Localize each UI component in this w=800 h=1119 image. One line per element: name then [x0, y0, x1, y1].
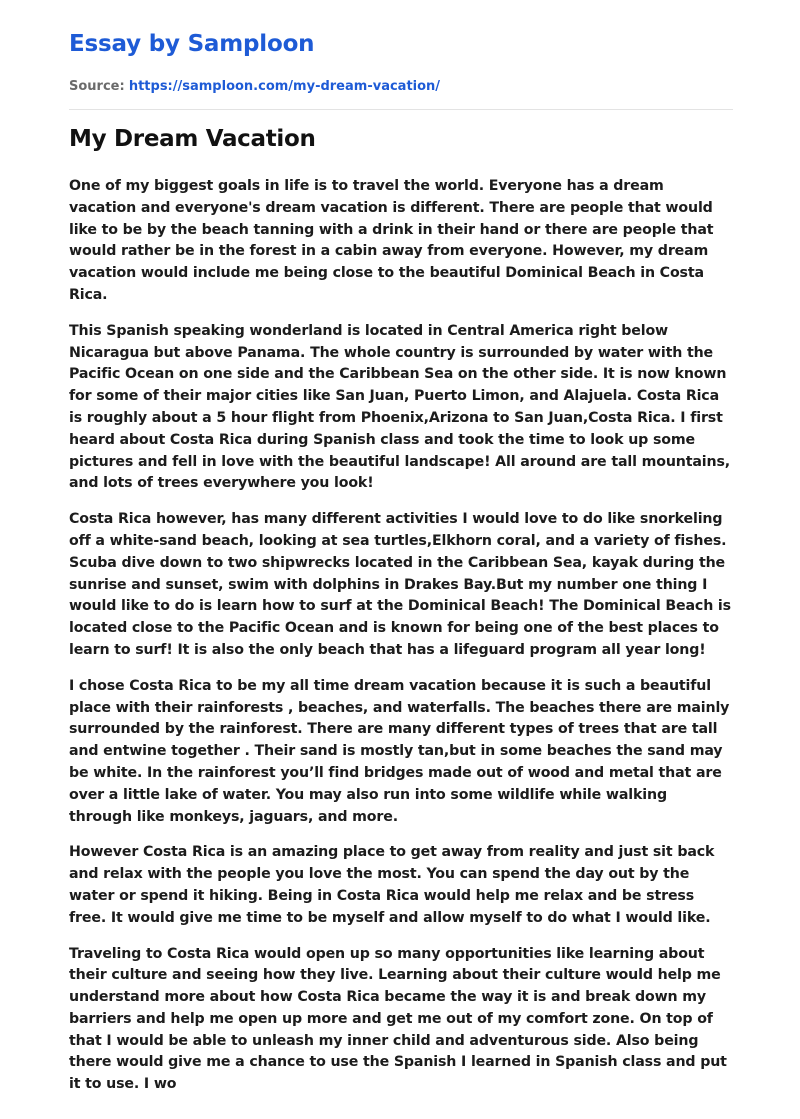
site-brand[interactable]: Essay by Samploon: [69, 31, 315, 57]
essay-paragraph: I chose Costa Rica to be my all time dream vacation because it is such a beautiful place with their rainforests , beaches, and waterfalls. The beaches there are mainly surrounded by the rainforest. There are many different types of trees that are tall and entwine together . Their sand is mostly tan,but in some beaches the sand may be white. In the rainforest you’ll find bridges made out of wood and metal that are over a little lake of water. You may also run into some wildlife while walking through like monkeys, jaguars, and more.: [69, 677, 730, 825]
header-divider: [69, 109, 733, 110]
source-link[interactable]: https://samploon.com/my-dream-vacation/: [128, 79, 441, 94]
essay-body: [69, 176, 733, 1096]
essay-paragraph: This Spanish speaking wonderland is located in Central America right below Nicaragua but above Panama. The whole country is surrounded by water with the Pacific Ocean on one side and the Caribbean Sea on the other side. It is now known for some of their major cities like San Juan, Puerto Limon, and Alajuela. Costa Rica is roughly about a 5 hour flight from Phoenix,Arizona to San Juan,Costa Rica. I first heard about Costa Rica during Spanish class and took the time to look up some pictures and fell in love with the beautiful landscape! All around are tall mountains, and lots of trees everywhere you look!: [69, 322, 730, 492]
essay-paragraph: Costa Rica however, has many different activities I would love to do like snorkeling off a white-sand beach, looking at sea turtles,Elkhorn coral, and a variety of fishes. Scuba dive down to two shipwrecks located in the Caribbean Sea, kayak during the sunrise and sunset, swim with dolphins in Drakes Bay.But my number one thing I would like to do is learn how to surf at the Dominical Beach! The Dominical Beach is located close to the Pacific Ocean and is known for being one of the best places to learn to surf! It is also the only beach that has a lifeguard program all year long!: [69, 511, 731, 658]
essay-paragraph: However Costa Rica is an amazing place to get away from reality and just sit back and relax with the people you love the most. You can spend the day out by the water or spend it hiking. Being in Costa Rica would help me relax and be stress free. It would give me time to be myself and allow myself to do what I would like.: [69, 844, 715, 926]
essay-paragraph: One of my biggest goals in life is to travel the world. Everyone has a dream vacation and everyone's dream vacation is different. There are people that would like to be by the beach tanning with a drink in their hand or there are people that would rather be in the forest in a cabin away from everyone. However, my dream vacation would include me being close to the beautiful Dominical Beach in Costa Rica.: [69, 178, 714, 303]
essay-paragraph: Traveling to Costa Rica would open up so many opportunities like learning about their culture and seeing how they live. Learning about their culture would help me understand more about how Costa Rica became the way it is and break down my barriers and help me open up more and get me out of my comfort zone. On top of that I would be able to unleash my inner child and adventurous side. Also being there would give me a chance to use the Spanish I learned in Spanish class and put it to use. I wo: [69, 945, 727, 1093]
essay-title: My Dream Vacation: [69, 126, 316, 152]
source-line: [69, 79, 733, 95]
source-label: Source:: [69, 79, 125, 94]
page: [69, 0, 733, 1110]
